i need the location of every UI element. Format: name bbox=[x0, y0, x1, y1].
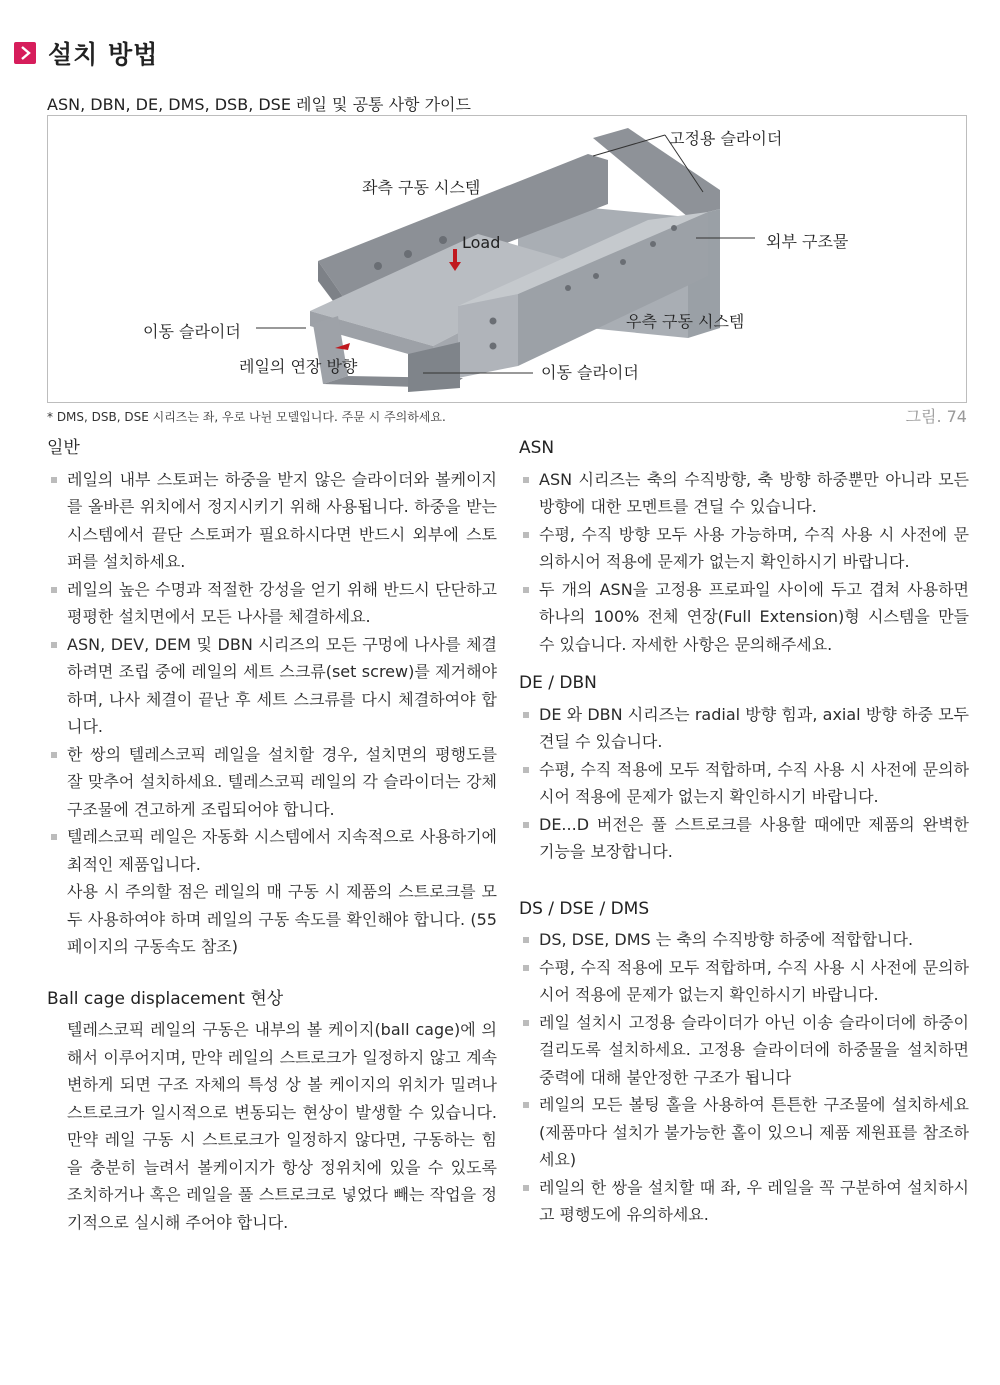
label-moving-slider-left: 이동 슬라이더 bbox=[143, 322, 241, 341]
heading-ball-cage: Ball cage displacement 현상 bbox=[47, 988, 284, 1009]
right-drive-system bbox=[458, 294, 518, 378]
list-item: DS, DSE, DMS 는 축의 수직방향 하중에 적합합니다. bbox=[519, 926, 969, 954]
list-item: 레일의 모든 볼팅 홀을 사용하여 튼튼한 구조물에 설치하세요 (제품마다 설치가 불가능한 홀이 있으니 제품 제원표를 참조하세요) bbox=[519, 1091, 969, 1174]
general-list bbox=[47, 466, 497, 879]
list-item: DE...D 버전은 풀 스트로크를 사용할 때에만 제품의 완벽한 기능을 보장합니다. bbox=[519, 811, 969, 866]
list-item: ASN, DEV, DEM 및 DBN 시리즈의 모든 구멍에 나사를 체결하려면 조립 중에 레일의 세트 스크류(set screw)를 제거해야 하며, 나사 체결이 끝난 후 세트 스크류를 다시 체결하여야 합니다. bbox=[47, 631, 497, 741]
list-item: 레일의 높은 수명과 적절한 강성을 얻기 위해 반드시 단단하고 평평한 설치면에서 모든 나사를 체결하세요. bbox=[47, 576, 497, 631]
list-item: 레일의 한 쌍을 설치할 때 좌, 우 레일을 꼭 구분하여 설치하시고 평행도에 유의하세요. bbox=[519, 1174, 969, 1229]
list-item: 레일 설치시 고정용 슬라이더가 아닌 이송 슬라이더에 하중이 걸리도록 설치하세요. 고정용 슬라이더에 하중물을 설치하면 중력에 대해 불안정한 구조가 됩니다 bbox=[519, 1009, 969, 1092]
heading-general: 일반 bbox=[47, 438, 80, 458]
list-item: 수평, 수직 적용에 모두 적합하며, 수직 사용 시 사전에 문의하시어 적용에 문제가 없는지 확인하시기 바랍니다. bbox=[519, 954, 969, 1009]
label-rail-extension: 레일의 연장 방향 bbox=[239, 357, 358, 376]
figure-note: * DMS, DSB, DSE 시리즈는 좌, 우로 나뉜 모델입니다. 주문 시 주의하세요. bbox=[47, 410, 446, 424]
list-item: 두 개의 ASN을 고정용 프로파일 사이에 두고 겹쳐 사용하면 하나의 100% 전체 연장(Full Extension)형 시스템을 만들 수 있습니다. 자세한 사항은 문의해주세요. bbox=[519, 576, 969, 659]
label-left-drive: 좌측 구동 시스템 bbox=[362, 178, 481, 197]
telescopic-rail-illustration bbox=[48, 116, 966, 402]
label-moving-slider-bottom: 이동 슬라이더 bbox=[541, 363, 639, 382]
list-item: 텔레스코픽 레일은 자동화 시스템에서 지속적으로 사용하기에 최적인 제품입니다. bbox=[47, 823, 497, 878]
list-item: 수평, 수직 방향 모두 사용 가능하며, 수직 사용 시 사전에 문의하시어 적용에 문제가 없는지 확인하시기 바랍니다. bbox=[519, 521, 969, 576]
list-item: 한 쌍의 텔레스코픽 레일을 설치할 경우, 설치면의 평행도를 잘 맞추어 설치하세요. 텔레스코픽 레일의 각 슬라이더는 강체 구조물에 견고하게 조립되어야 합니다. bbox=[47, 741, 497, 824]
label-load: Load bbox=[462, 233, 501, 252]
de-list bbox=[519, 701, 969, 866]
label-outer-structure: 외부 구조물 bbox=[766, 232, 849, 251]
section-header bbox=[14, 38, 158, 68]
left-column bbox=[47, 435, 497, 1236]
label-fixed-slider: 고정용 슬라이더 bbox=[669, 129, 783, 148]
ball-cage-text: 텔레스코픽 레일의 구동은 내부의 볼 케이지(ball cage)에 의해서 이루어지며, 만약 레일의 스트로크가 일정하지 않고 계속 변하게 되면 구조 자체의 특성 상 볼 케이지의 위치가 밀려나 스트로크가 일시적으로 변동되는 현상이 발생할 수 있습니다. 만약 레일 구동 시 스트로크가 일정하지 않다면, 구동하는 힘을 충분히 늘려서 볼케이지가 항상 정위치에 있을 수 있도록 조치하거나 혹은 레일을 풀 스트로크로 넣었다 빼는 작업을 정기적으로 실시해 주어야 합니다. bbox=[67, 1020, 497, 1232]
heading-de-dbn: DE / DBN bbox=[519, 673, 597, 693]
label-right-drive: 우측 구동 시스템 bbox=[626, 312, 745, 331]
list-item: 레일의 내부 스토퍼는 하중을 받지 않은 슬라이더와 볼케이지를 올바른 위치에서 정지시키기 위해 사용됩니다. 하중을 받는 시스템에서 끝단 스토퍼가 필요하시다면 반드시 외부에 스토퍼를 설치하세요. bbox=[47, 466, 497, 576]
chevron-right-icon bbox=[14, 42, 36, 64]
right-column bbox=[519, 435, 969, 1229]
figure-number: 그림. 74 bbox=[905, 407, 967, 426]
list-item: DE 와 DBN 시리즈는 radial 방향 힘과, axial 방향 하중 모두 견딜 수 있습니다. bbox=[519, 701, 969, 756]
list-item: ASN 시리즈는 축의 수직방향, 축 방향 하중뿐만 아니라 모든 방향에 대한 모멘트를 견딜 수 있습니다. bbox=[519, 466, 969, 521]
section-subtitle: ASN, DBN, DE, DMS, DSB, DSE 레일 및 공통 사항 가이드 bbox=[47, 95, 471, 114]
page-title: 설치 방법 bbox=[48, 40, 159, 69]
heading-asn: ASN bbox=[519, 438, 555, 458]
general-extra-text: 사용 시 주의할 점은 레일의 매 구동 시 제품의 스트로크를 모두 사용하여야 하며 레일의 구동 속도를 확인해야 합니다. (55 페이지의 구동속도 참조) bbox=[67, 882, 497, 956]
ds-list bbox=[519, 926, 969, 1229]
heading-ds: DS / DSE / DMS bbox=[519, 898, 650, 919]
figure-box bbox=[47, 115, 967, 403]
list-item: 수평, 수직 적용에 모두 적합하며, 수직 사용 시 사전에 문의하시어 적용에 문제가 없는지 확인하시기 바랍니다. bbox=[519, 756, 969, 811]
asn-list bbox=[519, 466, 969, 659]
